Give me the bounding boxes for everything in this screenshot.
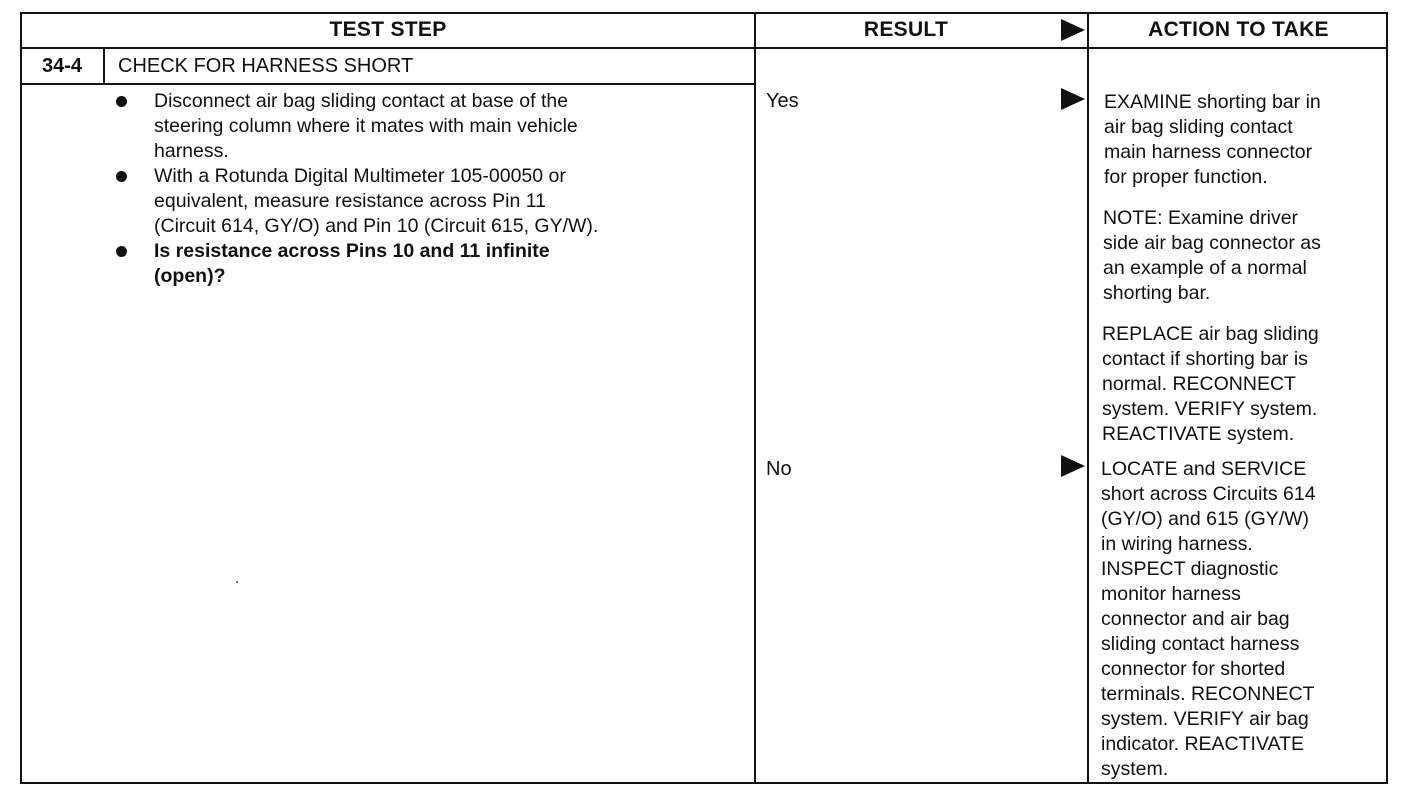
action-yes-examine [1104,90,1386,190]
result-no: No [766,458,792,480]
header-arrow-icon [1061,19,1085,41]
instruction-line: Is resistance across Pins 10 and 11 infinite [154,240,550,262]
header-test-step: TEST STEP [329,18,447,41]
action-line: in wiring harness. [1101,533,1253,555]
action-line: LOCATE and SERVICE [1101,458,1307,480]
action-line: EXAMINE shorting bar in [1104,91,1321,113]
step-number: 34-4 [41,54,83,77]
result-action-divider [1087,12,1089,784]
step-title-divider [20,83,756,85]
instruction-line: With a Rotunda Digital Multimeter 105-00050 or [154,165,566,187]
step-number-divider [103,47,105,85]
action-line: sliding contact harness [1101,633,1300,655]
action-line: connector and air bag [1101,608,1290,630]
result-no-arrow-icon [1061,455,1085,477]
action-line: side air bag connector as [1103,232,1321,254]
action-line: NOTE: Examine driver [1103,207,1299,229]
scan-speck [236,581,238,583]
action-yes-note [1103,206,1385,306]
action-line: indicator. REACTIVATE [1101,733,1305,755]
action-line: INSPECT diagnostic [1101,558,1279,580]
action-line: main harness connector [1104,141,1313,163]
action-line: air bag sliding contact [1104,116,1293,138]
action-line: monitor harness [1101,583,1241,605]
instruction-line: steering column where it mates with main vehicle [154,115,578,137]
instruction-item [112,164,742,239]
action-line: contact if shorting bar is [1102,348,1308,370]
action-line: system. [1101,758,1169,780]
action-yes-replace [1102,322,1384,447]
action-line: system. VERIFY system. [1102,398,1318,420]
instruction-line: (open)? [154,265,226,287]
action-line: REPLACE air bag sliding [1102,323,1319,345]
header-action-to-take: ACTION TO TAKE [1148,18,1329,41]
result-yes-arrow-icon [1061,88,1085,110]
instruction-question [112,239,742,289]
action-line: short across Circuits 614 [1101,483,1316,505]
bullet-icon [116,171,127,182]
test-step-result-divider [754,12,756,784]
instruction-line: (Circuit 614, GY/O) and Pin 10 (Circuit 615, GY/W). [154,215,599,237]
instruction-line: Disconnect air bag sliding contact at base of the [154,90,569,112]
instruction-line: equivalent, measure resistance across Pin 11 [154,190,547,212]
header-result: RESULT [863,18,949,41]
action-line: for proper function. [1104,166,1268,188]
action-line: terminals. RECONNECT [1101,683,1315,705]
action-line: REACTIVATE system. [1102,423,1295,445]
action-no-locate [1101,457,1383,782]
step-title: CHECK FOR HARNESS SHORT [118,54,414,77]
action-line: connector for shorted [1101,658,1286,680]
action-line: shorting bar. [1103,282,1211,304]
action-line: system. VERIFY air bag [1101,708,1309,730]
test-step-instructions [112,89,742,289]
result-yes: Yes [766,90,799,112]
bullet-icon [116,96,127,107]
bullet-icon [116,246,127,257]
action-line: normal. RECONNECT [1102,373,1296,395]
action-line: (GY/O) and 615 (GY/W) [1101,508,1310,530]
instruction-line: harness. [154,140,229,162]
action-line: an example of a normal [1103,257,1307,279]
instruction-item [112,89,742,164]
